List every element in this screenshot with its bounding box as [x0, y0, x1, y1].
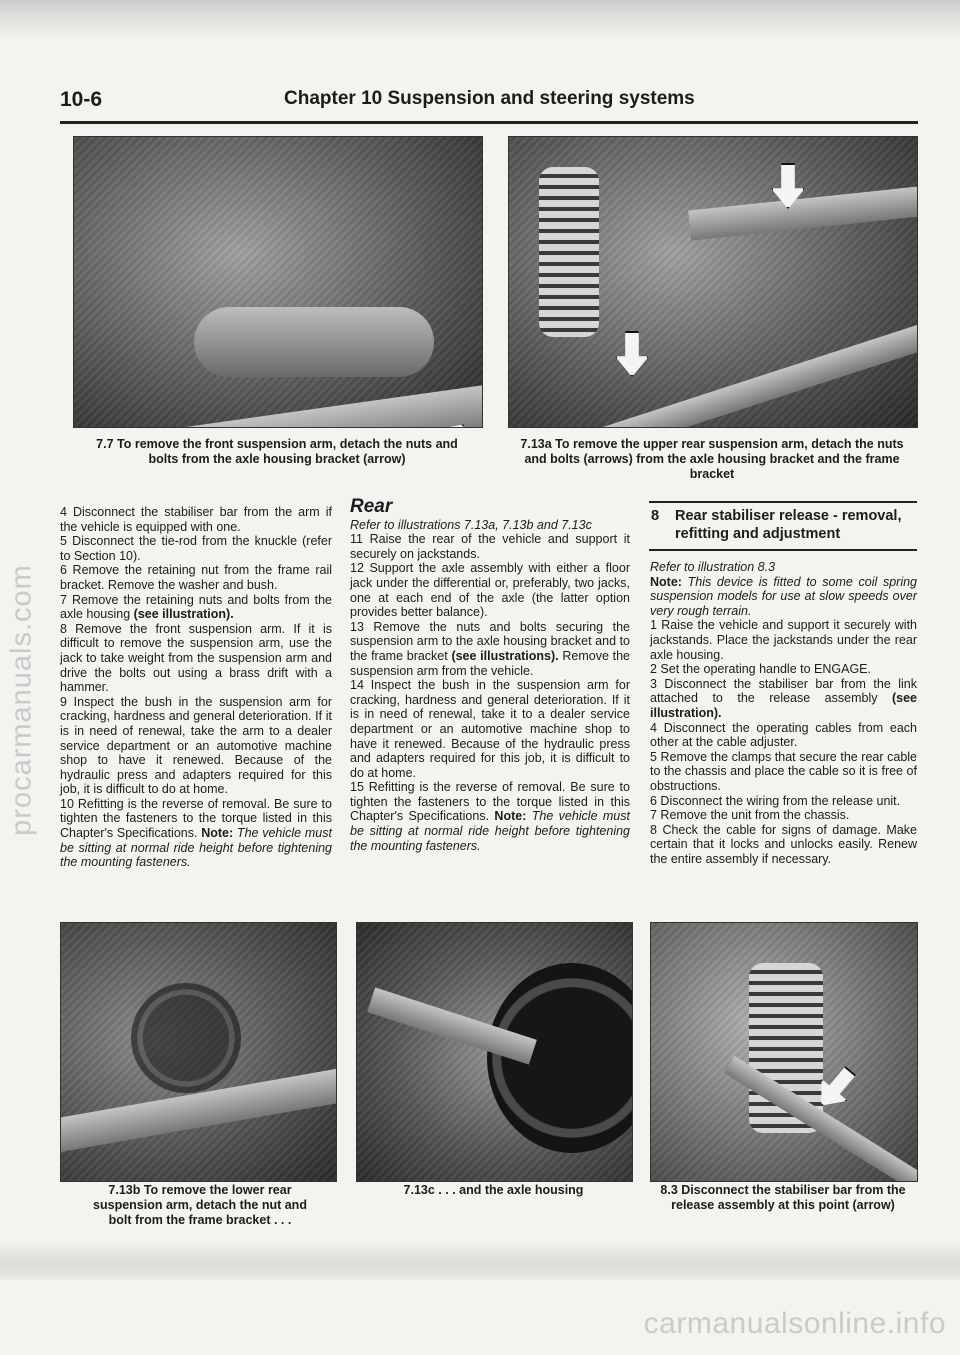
step-6: 6 Remove the retaining nut from the frame rail bracket. Remove the washer and bush. — [60, 563, 332, 592]
chapter-title: Chapter 10 Suspension and steering systems — [284, 88, 695, 109]
step-5: 5 Remove the clamps that secure the rear cable to the chassis and place the cable so it is free of obstructions. — [650, 749, 917, 793]
step-10: 10 Refitting is the reverse of removal. Be sure to tighten the fasteners to the torque listed in this Chapter's Specifications. Note: The vehicle must be sitting at normal ride height before tightening the mounting fasteners. — [60, 796, 332, 870]
caption-7-13c: 7.13c . . . and the axle housing — [403, 1183, 584, 1197]
photo-8-3 — [650, 922, 918, 1182]
caption-7-13a: 7.13a To remove the upper rear suspension arm, detach the nuts and bolts (arrows) from the axle housing bracket and the frame bracket — [520, 437, 904, 481]
caption-7-13b: 7.13b To remove the lower rear suspension arm, detach the nut and bolt from the frame bracket . . . — [93, 1183, 307, 1227]
page-header — [60, 88, 920, 122]
scan-shadow-top — [0, 0, 960, 40]
section-heading-8 — [651, 507, 917, 543]
step-13: 13 Remove the nuts and bolts securing the suspension arm to the axle housing bracket and to the frame bracket (see illustrations). Remove the suspension arm from the vehicle. — [350, 619, 630, 678]
photo-7-7 — [73, 136, 483, 428]
text-column-rear — [350, 496, 630, 853]
step-7: 7 Remove the retaining nuts and bolts from the axle housing (see illustration). — [60, 592, 332, 622]
step-3: 3 Disconnect the stabiliser bar from the link attached to the release assembly (see illustration). — [650, 676, 917, 720]
text-column-stabiliser — [650, 560, 917, 866]
step-4: 4 Disconnect the stabiliser bar from the arm if the vehicle is equipped with one. — [60, 505, 332, 534]
step-12: 12 Support the axle assembly with either a floor jack under the differential or, preferably, two jacks, one at each end of the axle (the latter option provides better balance). — [350, 561, 630, 620]
side-watermark: procarmanuals.com — [5, 564, 38, 836]
step-6: 6 Disconnect the wiring from the release unit. — [650, 793, 901, 808]
section-heading-rear: Rear — [350, 496, 393, 517]
scan-shadow-bottom — [0, 1240, 960, 1280]
step-15: 15 Refitting is the reverse of removal. Be sure to tighten the fasteners to the torque listed in this Chapter's Specifications. Note: The vehicle must be sitting at normal ride height before tightening the mounting fasteners. — [350, 780, 630, 853]
illustration-reference: Refer to illustrations 7.13a, 7.13b and 7.13c — [350, 517, 592, 532]
step-5: 5 Disconnect the tie-rod from the knuckle (refer to Section 10). — [60, 534, 332, 563]
page-number: 10-6 — [60, 88, 103, 111]
bottom-watermark: carmanualsonline.info — [643, 1307, 946, 1340]
illustration-reference: Refer to illustration 8.3 — [650, 560, 776, 574]
photo-7-13b — [60, 922, 337, 1182]
note: Note: This device is fitted to some coil spring suspension models for use at slow speeds over very rough terrain. — [650, 574, 917, 618]
text-column-front — [60, 505, 332, 870]
section-rule-bottom — [649, 549, 917, 551]
step-2: 2 Set the operating handle to ENGAGE. — [650, 662, 871, 677]
caption-7-7: 7.7 To remove the front suspension arm, detach the nuts and bolts from the axle housing bracket (arrow) — [96, 437, 458, 466]
step-8: 8 Check the cable for signs of damage. Make certain that it locks and unlocks easily. Renew the entire assembly if necessary. — [650, 822, 917, 866]
section-rule-top — [649, 501, 917, 503]
step-7: 7 Remove the unit from the chassis. — [650, 808, 850, 823]
step-4: 4 Disconnect the operating cables from each other at the cable adjuster. — [650, 720, 917, 750]
step-9: 9 Inspect the bush in the suspension arm for cracking, hardness and general deterioration. If it is in need of renewal, take the arm to a dealer service department or an automotive machine shop to have it renewed. Because of the hydraulic press and adapters required for this job, it is difficult to do at home. — [60, 694, 332, 797]
photo-7-13a — [508, 136, 918, 428]
step-8: 8 Remove the front suspension arm. If it is difficult to remove the suspension arm, use the jack to take weight from the suspension arm and drive the bolts out using a brass drift with a hammer. — [60, 621, 332, 695]
section-number: 8 — [651, 508, 660, 524]
photo-7-13c — [356, 922, 633, 1182]
section-title: Rear stabiliser release - removal, refitting and adjustment — [675, 508, 902, 542]
step-11: 11 Raise the rear of the vehicle and support it securely on jackstands. — [350, 532, 630, 561]
step-14: 14 Inspect the bush in the suspension arm for cracking, hardness and general deterioration. If it is in need of renewal, take it to a dealer service department or an automotive machine shop to have it renewed. Because of the hydraulic press and adapters required for this job, it is difficult to do at home. — [350, 678, 630, 780]
caption-8-3: 8.3 Disconnect the stabiliser bar from the release assembly at this point (arrow) — [660, 1183, 906, 1212]
step-1: 1 Raise the vehicle and support it securely with jackstands. Place the jackstands under the rear axle housing. — [650, 618, 917, 662]
header-rule — [60, 121, 918, 124]
